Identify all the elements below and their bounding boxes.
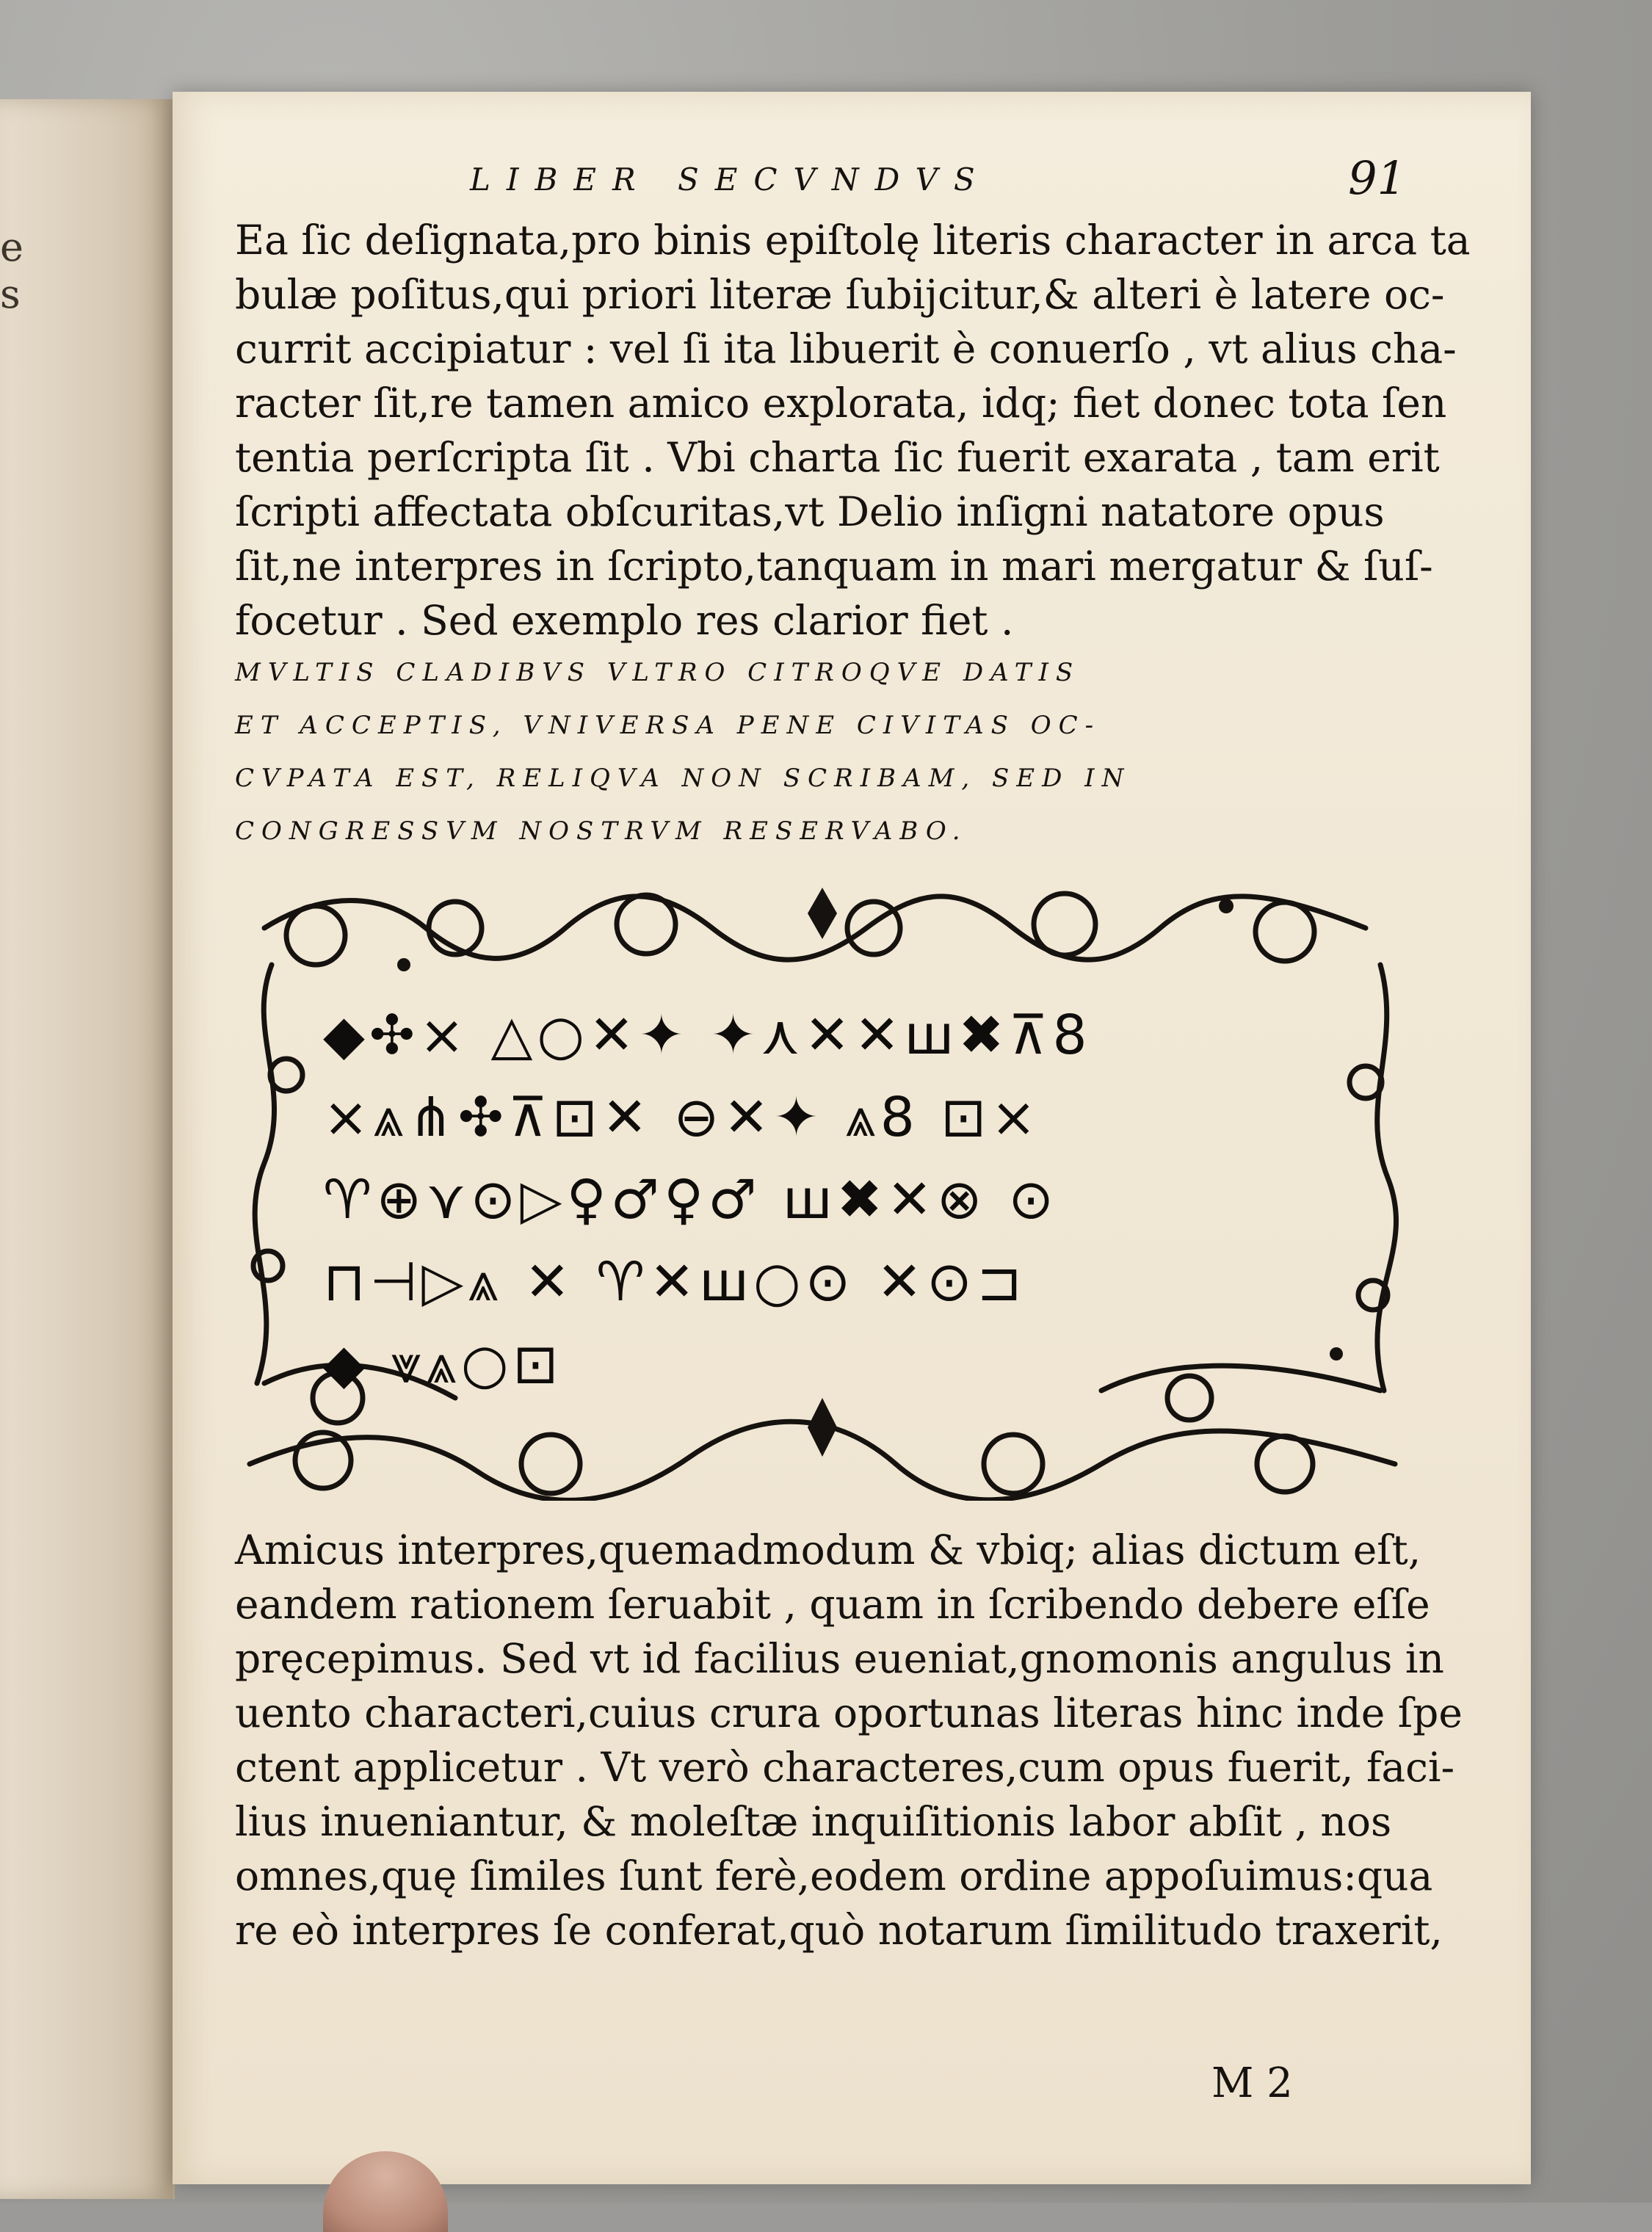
left-page [0,99,175,2199]
cipher-row: ◆ ⩔⩓○⊡ [323,1333,563,1396]
text-line: currit accipiatur : vel ſi ita libuerit è conuerſo , vt alius cha- [235,325,1457,372]
book-page [173,92,1531,2184]
text-line: Ea ſic deſignata,pro binis epiſtolę literis character in arca ta [235,217,1471,264]
running-head-title: LIBER SECVNDVS [470,162,991,198]
page-content [235,151,1471,2107]
left-edge-line: s [0,271,22,317]
text-line: Amicus interpres,quemadmodum & vbiq; alias dictum eſt, [235,1526,1421,1573]
text-line: tentia perſcripta ſit . Vbi charta ſic fuerit exarata , tam erit [235,434,1440,481]
cipher-row: ♈⊕⋎⊙▷♀♂♀♂ ш✖✕⊗ ⊙ [323,1168,1059,1231]
cipher-row: ◆✣⨯ △○✕✦ ✦⋏✕✕ш✖⊼8 [323,1004,1092,1067]
text-line: omnes,quę ſimiles ſunt ferè,eodem ordine appoſuimus:qua [235,1852,1433,1899]
text-line: racter ſit,re tamen amico explorata, idq; fiet donec tota ſen [235,380,1447,427]
text-line: ſcripti affectata obſcuritas,vt Delio inſigni natatore opus [235,488,1385,535]
example-plaintext [235,658,1410,869]
paragraph-one [235,213,1471,648]
text-line: eandem rationem ſeruabit , quam in ſcribendo debere eſſe [235,1581,1430,1628]
cipher-characters [323,994,1344,1405]
text-line: ctent applicetur . Vt verò characteres,cum opus fuerit, faci- [235,1744,1455,1791]
example-line: CONGRESSVM NOSTRVM RESERVABO. [235,816,968,846]
left-page-edge-text [0,224,25,318]
signature-mark: M 2 [1211,2059,1293,2107]
example-line: ET ACCEPTIS, VNIVERSA PENE CIVITAS OC- [235,711,1101,740]
text-line: uento characteri,cuius crura oportunas literas hinc inde ſpe [235,1689,1463,1736]
text-line: focetur . Sed exemplo res clarior fiet . [235,597,1014,644]
paragraph-two [235,1523,1463,1957]
example-line: MVLTIS CLADIBVS VLTRO CITROQVE DATIS [235,658,1081,687]
left-edge-line: e [0,224,25,270]
text-line: pręcepimus. Sed vt id facilius eueniat,gnomonis angulus in [235,1635,1444,1682]
text-line: ſit,ne interpres in ſcripto,tanquam in mari mergatur & ſuſ- [235,543,1433,590]
cipher-row: ⨯⩓⋔✣⊼⊡✕ ⊖✕✦ ⩓8 ⊡⨯ [323,1086,1041,1149]
cipher-row: ⊓⊣▷⩓ ✕ ♈✕ш○⊙ ✕⊙⊐ [323,1250,1027,1314]
text-line: lius inueniantur, & moleſtæ inquiſitionis labor abſit , nos [235,1798,1392,1845]
cipher-ornamental-frame [235,884,1410,1501]
text-line: bulæ poſitus,qui priori literæ ſubijcitur,& alteri è latere oc- [235,271,1445,318]
example-line: CVPATA EST, RELIQVA NON SCRIBAM, SED IN [235,764,1131,793]
text-line: re eò interpres ſe conferat,quò notarum ſimilitudo traxerit, [235,1907,1443,1954]
page-number: 91 [1348,151,1406,205]
running-head [235,151,1410,213]
